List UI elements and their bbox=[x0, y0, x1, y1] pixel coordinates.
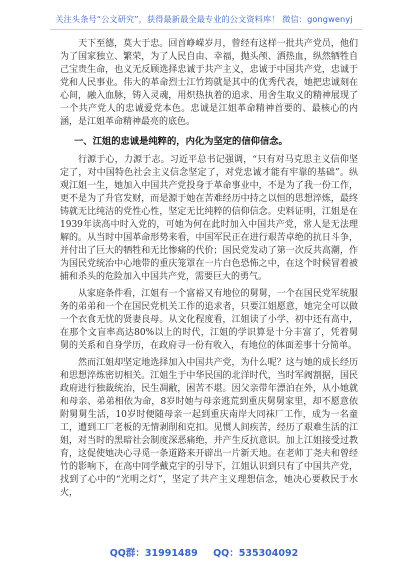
paragraph-choice: 然而江姐却坚定地选择加入中国共产党，为什么呢？这与她的成长经历和思想淬炼密切相关。江姐生于中华民国的北洋时代，当时军阀割据，国民政府进行独裁统治，民生凋敝，困苦不堪。因父亲带年漂泊在外，从小她就和母亲、弟弟相依为命，8岁时她与母亲逃荒到重庆舅舅家里，却不愿意依附舅舅生活，10岁时便随母亲一起到重庆南岸大同袜厂工作，成为一名童工，遭到工厂老板的无情剥削和克扣。见惯人间疾苦，经历了艰难生活的江姐，对当时的黑暗社会制度深恶痛绝，并产生反抗意识。加上江姐接受过教育，这促使她决心寻觅一条道路来开辟出一片新天地。在老师丁尧夫和曾经竹的影响下，在高中同学戴克宇的引导下，江姐认识到只有了中国共产党，找到了心中的“光明之灯”，坚定了共产主义理想信念，她决心要救民于水火， bbox=[60, 358, 358, 498]
header-divider bbox=[50, 29, 362, 30]
paragraph-faith: 行源于心，力源于志。习近平总书记强调，“只有对马克思主义信仰坚定了，对中国特色社会主义信念坚定了，对党忠诚才能有牢靠的基础”。纵观江姐一生，她加入中国共产党投身于革命事业中，不是为了我一份工作，更不是为了升官发财，而是源于她在苦难经历中持之以恒的思想淬炼，最终铸就无比纯洁的党性心性，坚定无比纯粹的信仰信念。史料证明，江姐是在1939年读高中时入党的，可她为何在此时加入中国共产党，常人是无法理解的。从当时中国革命形势来看，中国军民正在进行艰苦卓绝的抗日斗争，并付出了巨大的牺牲和无比惨痛的代价；国民党发动了第一次反共高潮，作为国民党统治中心地带的重庆笼罩在一片白色恐怖之中，在这个时候冒着被捕和杀头的危险加入中国共产党，需要巨大的勇气。 bbox=[60, 155, 358, 282]
paragraph-intro: 天下至德，莫大于忠。回首峥嵘岁月，曾经有这样一批共产党员，他们为了国家独立、繁荣，为了人民自由、幸福，抛头颅、洒热血，纵然牺牲自己宝贵生命，也义无反顾选择忠诚于共产主义，忠诚于中国共产党，忠诚于党和人民事业。伟大的革命烈士江竹筠就是其中的优秀代表，她把忠诚刻在心间，融入血脉，铸入灵魂，用炽热执着的追求、用舍生取义的精神展现了一个共产党人的忠诚爱党本色。忠诚是江姐革命精神首要的、最核心的内涵，是江姐革命精神最亮的底色。 bbox=[60, 39, 358, 127]
footer-qq-group: QQ群：31991489 bbox=[109, 548, 198, 559]
section-heading: 一、江姐的忠诚是纯粹的，内化为坚定的信仰信念。 bbox=[74, 136, 288, 147]
page-header: 关注头条号“公文研究”，获得最新最全最专业的公文资料库！ 微信：gongwenyj bbox=[55, 14, 353, 24]
page-footer bbox=[0, 545, 408, 559]
footer-qq: QQ：535304092 bbox=[213, 548, 299, 559]
document-body bbox=[60, 38, 358, 500]
paragraph-family: 从家庭条件看，江姐有一个富裕又有地位的舅舅，一个在国民党军统服务的弟弟和一个在国民党机关工作的追求者，只要江姐愿意，她完全可以做一个衣食无忧的贤妻良母。从文化程度看，江姐读了小学、初中还有高中，在那个文盲率高达80%以上的时代，江姐的学识算是十分丰富了，凭着舅舅的关系和自身学历，在政府寻一份有收入，有地位的体面差事十分简单。 bbox=[60, 289, 358, 351]
